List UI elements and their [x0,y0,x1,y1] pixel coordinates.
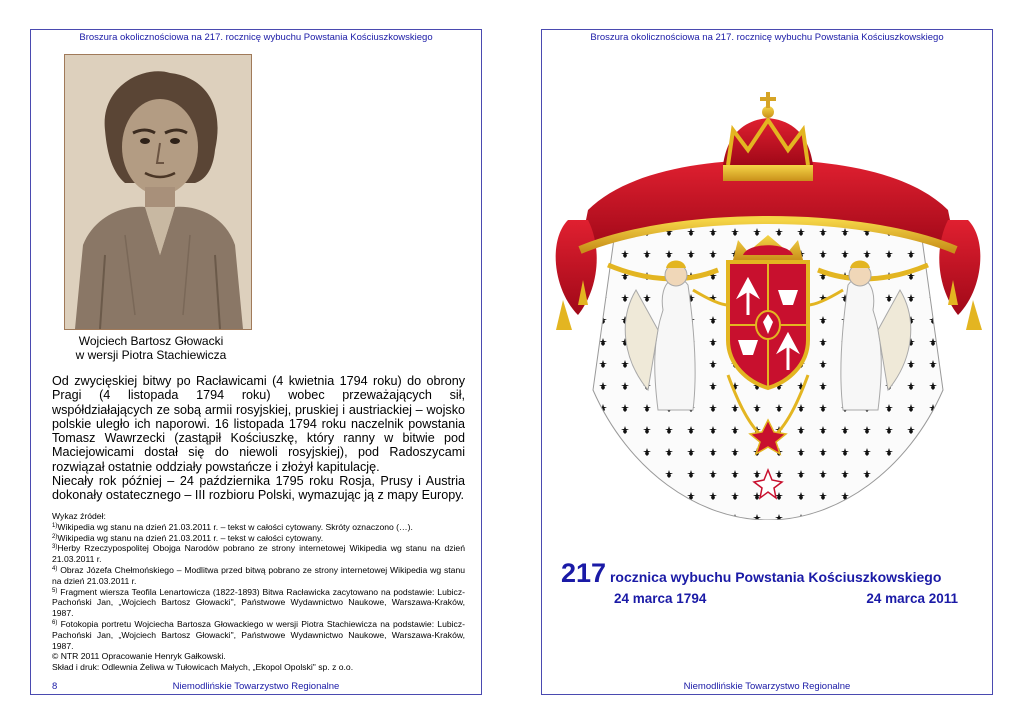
body-text [52,374,465,503]
page-header: Broszura okolicznościowa na 217. rocznicę wybuchu Powstania Kościuszkowskiego [79,32,433,43]
anniversary-dates [561,591,981,609]
anniversary-title [561,558,981,589]
right-page [541,29,993,695]
page-number: 8 [52,681,58,692]
left-page [30,29,482,695]
date-end: 24 marca 2011 [866,591,958,606]
page-header: Broszura okolicznościowa na 217. rocznicę wybuchu Powstania Kościuszkowskiego [590,32,944,43]
sources-list [52,511,465,673]
source-item: $^{4)}$ Obraz Józefa Chełmońskiego – Modlitwa przed bitwą pobrano ze strony internetowej Wikipedia wg stanu na dzień 21.03.2011 r. [52,564,466,586]
printing-line: Skład i druk: Odlewnia Żeliwa w Tułowicach Małych, „Ekopol Opolski" sp. z o.o. [52,662,354,673]
anniversary-block [561,558,981,609]
source-item: $^{2)}$Wikipedia wg stanu na dzień 21.03.2011 r. – tekst w całości cytowany. [52,532,324,543]
page-footer: Niemodlińskie Towarzystwo Regionalne [172,681,340,692]
portrait-image [64,54,252,330]
source-item: $^{5)}$ Fragment wiersza Teofila Lenartowicza (1822-1893) Bitwa Racławicka zacytowano na podstawie: Lubicz-Pachoński Jan, „Wojciech Bartosz Głowacki", Państwowe Wydawnictwo Naukowe, Warszawa-Kraków, 1987. [52,586,466,619]
date-start: 24 marca 1794 [614,591,707,606]
anniversary-number: 217 [561,558,607,588]
caption-line-1: Wojciech Bartosz Głowacki [78,334,224,348]
portrait-caption [31,334,271,362]
caption-line-2: w wersji Piotra Stachiewicza [75,348,227,362]
page-footer: Niemodlińskie Towarzystwo Regionalne [683,681,851,692]
coat-of-arms-image [548,90,988,520]
anniversary-text: rocznica wybuchu Powstania Kościuszkowskiego [609,569,942,585]
body-paragraph-2: Niecały rok później – 24 października 1795 roku Rosja, Prusy i Austria dokonały ostatecznego – III rozbioru Polski, wymazując ją z mapy Europy. [52,474,465,503]
source-item: $^{6)}$ Fotokopia portretu Wojciecha Bartosza Głowackiego w wersji Piotra Stachiewicza na podstawie: Lubicz-Pachoński Jan, „Wojciech Bartosz Głowacki", Państwowe Wydawnictwo Naukowe, Warszawa-Kraków, 1987. [52,618,465,651]
source-item: $^{1)}$Wikipedia wg stanu na dzień 21.03.2011 r. – tekst w całości cytowany. Skróty oznaczono (…). [52,521,413,532]
copyright-line: © NTR 2011 Opracowanie Henryk Gałkowski. [52,651,226,662]
body-paragraph-1: Od zwycięskiej bitwy po Racławicami (4 kwietnia 1794 roku) do obrony Pragi (4 listopada 1794 roku) wobec przeważających sił, współdziałających ze sobą armii rosyjskiej, pruskiej i austriackiej – wojsko polskie uległo ich naporowi. 16 listopada 1794 roku naczelnik powstania Tomasz Wawrzecki (zastąpił Kościuszkę, który ranny w bitwie pod Maciejowicami dostał się do niewoli rosyjskiej), pod Radoszycami rozwiązał ostatnie oddziały powstańcze i złożył kapitulację. [52,374,465,474]
source-item: $^{3)}$Herby Rzeczypospolitej Obojga Narodów pobrano ze strony internetowej Wikipedia wg stanu na dzień 21.03.2011 r. [52,543,465,565]
sources-title: Wykaz źródeł: [52,511,106,521]
